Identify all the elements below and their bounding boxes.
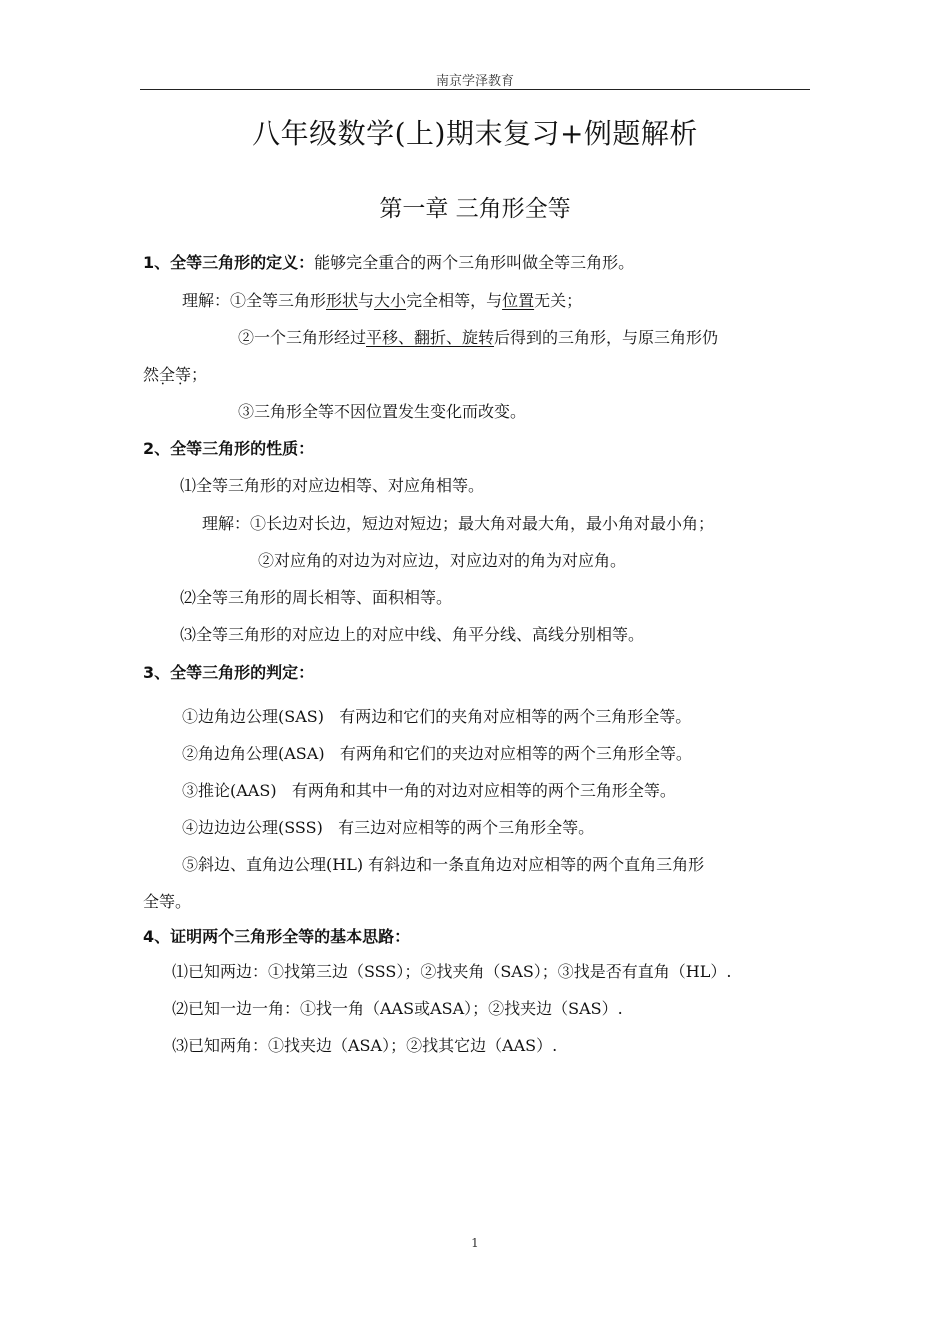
s3-criterion-aas: ③推论(AAS) 有两角和其中一角的对边对应相等的两个三角形全等。 <box>182 781 676 800</box>
section-1-line <box>143 250 634 273</box>
s1-l2-text-c: 后得到的三角形，与原三角形仍 <box>494 328 719 347</box>
page-number: 1 <box>471 1236 479 1250</box>
s1-l1-underline-position: 位置 <box>502 291 535 310</box>
s3-criterion-sss: ④边边边公理(SSS) 有三边对应相等的两个三角形全等。 <box>182 818 595 837</box>
header-rule <box>140 89 810 90</box>
s1-l3-text-c: ； <box>191 365 208 384</box>
s2-property-1: ⑴全等三角形的对应边相等、对应角相等。 <box>180 476 485 495</box>
s1-l1-underline-size: 大小 <box>374 291 407 310</box>
s1-understanding-2-cont <box>143 362 207 385</box>
s4-approach-1: ⑴已知两边：①找第三边（SSS）；②找夹角（SAS）；③找是否有直角（HL）. <box>172 962 732 981</box>
s1-understanding-1 <box>182 288 582 311</box>
s2-property-1-understanding-b: ②对应角的对边为对应边，对应边对的角为对应角。 <box>258 551 627 570</box>
s1-l1-text-e: 完全相等，与 <box>406 291 503 310</box>
s2-property-2: ⑵全等三角形的周长相等、面积相等。 <box>180 588 453 607</box>
section-4-heading: 4、证明两个三角形全等的基本思路： <box>143 927 411 946</box>
s1-understanding-2 <box>238 325 718 348</box>
s1-l1-text-g: 无关； <box>534 291 583 310</box>
chapter-title: 第一章 三角形全等 <box>379 196 571 222</box>
section-1-definition: 能够完全重合的两个三角形叫做全等三角形。 <box>314 253 635 272</box>
s3-criterion-hl-cont: 全等。 <box>143 892 192 911</box>
s1-l2-underline-transforms: 平移、翻折、旋转 <box>366 328 495 347</box>
s1-l3-emphasis: 全等 • • <box>159 365 191 384</box>
section-3-heading: 3、全等三角形的判定： <box>143 663 315 682</box>
s3-criterion-sas: ①边角边公理(SAS) 有两边和它们的夹角对应相等的两个三角形全等。 <box>182 707 692 726</box>
s1-l3-text-a: 然 <box>143 365 160 384</box>
s2-property-1-understanding-a: 理解：①长边对长边，短边对短边；最大角对最大角，最小角对最小角； <box>202 514 715 533</box>
s1-l2-text-a: ②一个三角形经过 <box>238 328 367 347</box>
section-1-heading: 1、全等三角形的定义： <box>143 253 315 272</box>
s2-property-3: ⑶全等三角形的对应边上的对应中线、角平分线、高线分别相等。 <box>180 625 645 644</box>
s3-criterion-hl: ⑤斜边、直角边公理(HL) 有斜边和一条直角边对应相等的两个直角三角形 <box>182 855 705 874</box>
s4-approach-3: ⑶已知两角：①找夹边（ASA）；②找其它边（AAS）. <box>172 1036 558 1055</box>
s1-l1-text-a: 理解：①全等三角形 <box>182 291 327 310</box>
page-header: 南京学泽教育 <box>435 74 514 89</box>
s3-criterion-asa: ②角边角公理(ASA) 有两角和它们的夹边对应相等的两个三角形全等。 <box>182 744 692 763</box>
document-title: 八年级数学(上)期末复习+例题解析 <box>252 117 698 150</box>
s1-l1-underline-shape: 形状 <box>326 291 359 310</box>
s4-approach-2: ⑵已知一边一角：①找一角（AAS或ASA）；②找夹边（SAS）. <box>172 999 623 1018</box>
s1-understanding-3: ③三角形全等不因位置发生变化而改变。 <box>238 402 527 421</box>
section-2-heading: 2、全等三角形的性质： <box>143 439 315 458</box>
s1-l1-text-c: 与 <box>358 291 375 310</box>
